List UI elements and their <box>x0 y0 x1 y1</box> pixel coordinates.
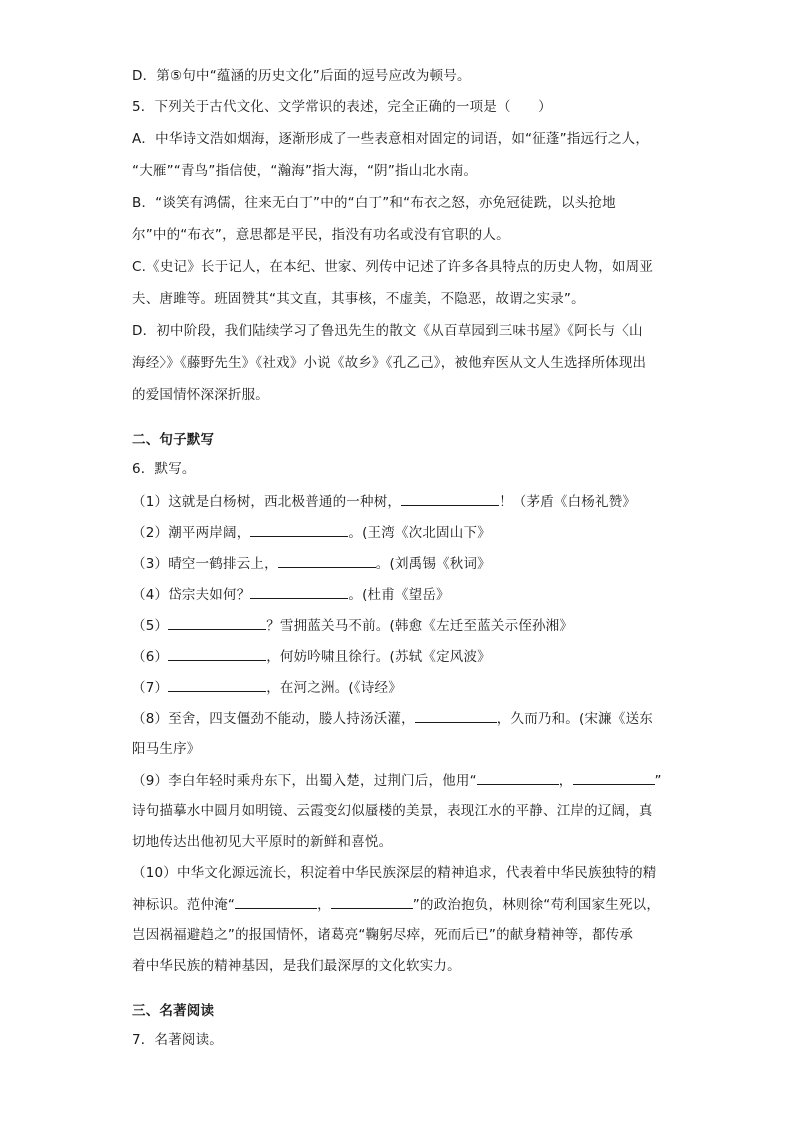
answer-blank[interactable] <box>168 646 266 661</box>
answer-blank[interactable] <box>331 894 413 909</box>
q5-option-c-line2: 夫、唐雎等。班固赞其“其文直，其事核，不虚美，不隐恶，故谓之实录”。 <box>132 291 585 307</box>
q5-option-d-line3: 的爱国情怀深深折服。 <box>132 387 269 403</box>
q6-item-6-text: ，何妨吟啸且徐行。(苏轼《定风波》 <box>266 649 491 665</box>
q5-option-d-line2: 海经〉》《藤野先生》《社戏》小说《故乡》《孔乙己》，被他弃医从文人生选择所体现出 <box>132 355 647 371</box>
q6-item-9-line3: 切地传达出他初见大平原时的新鲜和喜悦。 <box>132 834 393 850</box>
q6-item-4-text: （4）岱宗夫如何？ <box>132 587 251 603</box>
q6-item-10-separator: ， <box>317 897 331 913</box>
q7-stem: 7．名著阅读。 <box>132 1032 223 1048</box>
answer-blank[interactable] <box>415 708 497 723</box>
q6-item-10-line3: 岂因祸福避趋之”的报国情怀，诸葛亮“鞠躬尽瘁，死而后已”的献身精神等，都传承 <box>132 927 634 943</box>
q6-stem: 6．默写。 <box>132 461 196 477</box>
q6-item-10-line4: 着中华民族的精神基因，是我们最深厚的文化软实力。 <box>132 958 461 974</box>
q6-item-3 <box>132 553 491 574</box>
q5-option-b-line1: B．“谈笑有鸿儒，往来无白丁”中的“白丁”和“布衣之怒，亦免冠徒跣，以头抢地 <box>132 195 616 211</box>
q6-item-8-line2: 阳马生序》 <box>132 741 201 757</box>
q6-item-1-text: （1）这就是白杨树，西北极普通的一种树， <box>132 494 402 510</box>
q6-item-10-text-cont: ”的政治抱负，林则徐“苟利国家生死以， <box>412 897 661 913</box>
q6-item-1-source: ！（茅盾《白杨礼赞》 <box>499 494 637 510</box>
q6-item-10-line2 <box>132 894 660 915</box>
q6-item-5-label: （5） <box>132 618 169 634</box>
q5-option-c-line1: C.《史记》长于记人，在本纪、世家、列传中记述了许多各具特点的历史人物，如周亚 <box>132 259 654 275</box>
answer-blank[interactable] <box>168 615 266 630</box>
q6-item-5-text: ？雪拥蓝关马不前。(韩愈《左迁至蓝关示侄孙湘》 <box>266 618 574 634</box>
q6-item-4 <box>132 584 450 605</box>
q6-item-2 <box>132 522 491 543</box>
q6-item-2-text: （2）潮平两岸阔， <box>132 525 251 541</box>
q5-option-a-line2: “大雁”“青鸟”指信使，“瀚海”指大海，“阴”指山北水南。 <box>132 163 478 179</box>
q6-item-3-text: （3）晴空一鹤排云上， <box>132 556 278 572</box>
answer-blank[interactable] <box>250 522 348 537</box>
q6-item-9-line1 <box>132 770 662 791</box>
q5-option-d-line1: D．初中阶段，我们陆续学习了鲁迅先生的散文《从百草园到三味书屋》《阿长与〈山 <box>132 323 643 339</box>
q6-item-9-text: （9）李白年轻时乘舟东下，出蜀入楚，过荆门后，他用“ <box>132 773 477 789</box>
q5-option-a-line1: A．中华诗文浩如烟海，逐渐形成了一些表意相对固定的词语，如“征蓬”指远行之人， <box>132 131 650 147</box>
q6-item-8-text: （8）至舍，四支僵劲不能动，媵人持汤沃灌， <box>132 711 415 727</box>
q6-item-3-source: 。(刘禹锡《秋词》 <box>375 556 491 572</box>
q6-item-10-line1: （10）中华文化源远流长，积淀着中华民族深层的精神追求，代表着中华民族独特的精 <box>132 865 657 881</box>
q6-item-6-label: （6） <box>132 649 169 665</box>
q6-item-4-source: 。(杜甫《望岳》 <box>348 587 450 603</box>
q6-item-7 <box>132 677 402 698</box>
answer-blank[interactable] <box>477 770 559 785</box>
answer-blank[interactable] <box>168 677 266 692</box>
q6-item-10-text: 神标识。范仲淹“ <box>132 897 236 913</box>
q6-item-6 <box>132 646 491 667</box>
q6-item-8-source: ，久而乃和。(宋濂《送东 <box>496 711 653 727</box>
answer-blank[interactable] <box>250 584 348 599</box>
q5-option-b-line2: 尔”中的“布衣”，意思都是平民，指没有功名或没有官职的人。 <box>132 227 510 243</box>
q6-item-9-separator: ， <box>558 773 573 789</box>
q6-item-2-source: 。(王湾《次北固山下》 <box>348 525 491 541</box>
q6-item-5 <box>132 615 573 636</box>
q6-item-1 <box>132 491 636 512</box>
section-2-title: 二、句子默写 <box>132 432 215 448</box>
answer-blank[interactable] <box>278 553 376 568</box>
answer-blank[interactable] <box>573 770 655 785</box>
q6-item-9-close-quote: ” <box>654 773 662 789</box>
q5-stem: 5．下列关于古代文化、文学常识的表述，完全正确的一项是（ ） <box>132 99 552 115</box>
q4-option-d: D．第⑤句中“蕴涵的历史文化”后面的逗号应改为顿号。 <box>132 68 471 84</box>
q6-item-9-line2: 诗句描摹水中圆月如明镜、云霞变幻似蜃楼的美景，表现江水的平静、江岸的辽阔，真 <box>132 803 653 819</box>
section-3-title: 三、名著阅读 <box>132 1003 215 1019</box>
answer-blank[interactable] <box>235 894 317 909</box>
q6-item-7-label: （7） <box>132 680 169 696</box>
answer-blank[interactable] <box>401 491 499 506</box>
q6-item-8-line1 <box>132 708 653 729</box>
q6-item-7-text: ，在河之洲。(《诗经》 <box>266 680 402 696</box>
